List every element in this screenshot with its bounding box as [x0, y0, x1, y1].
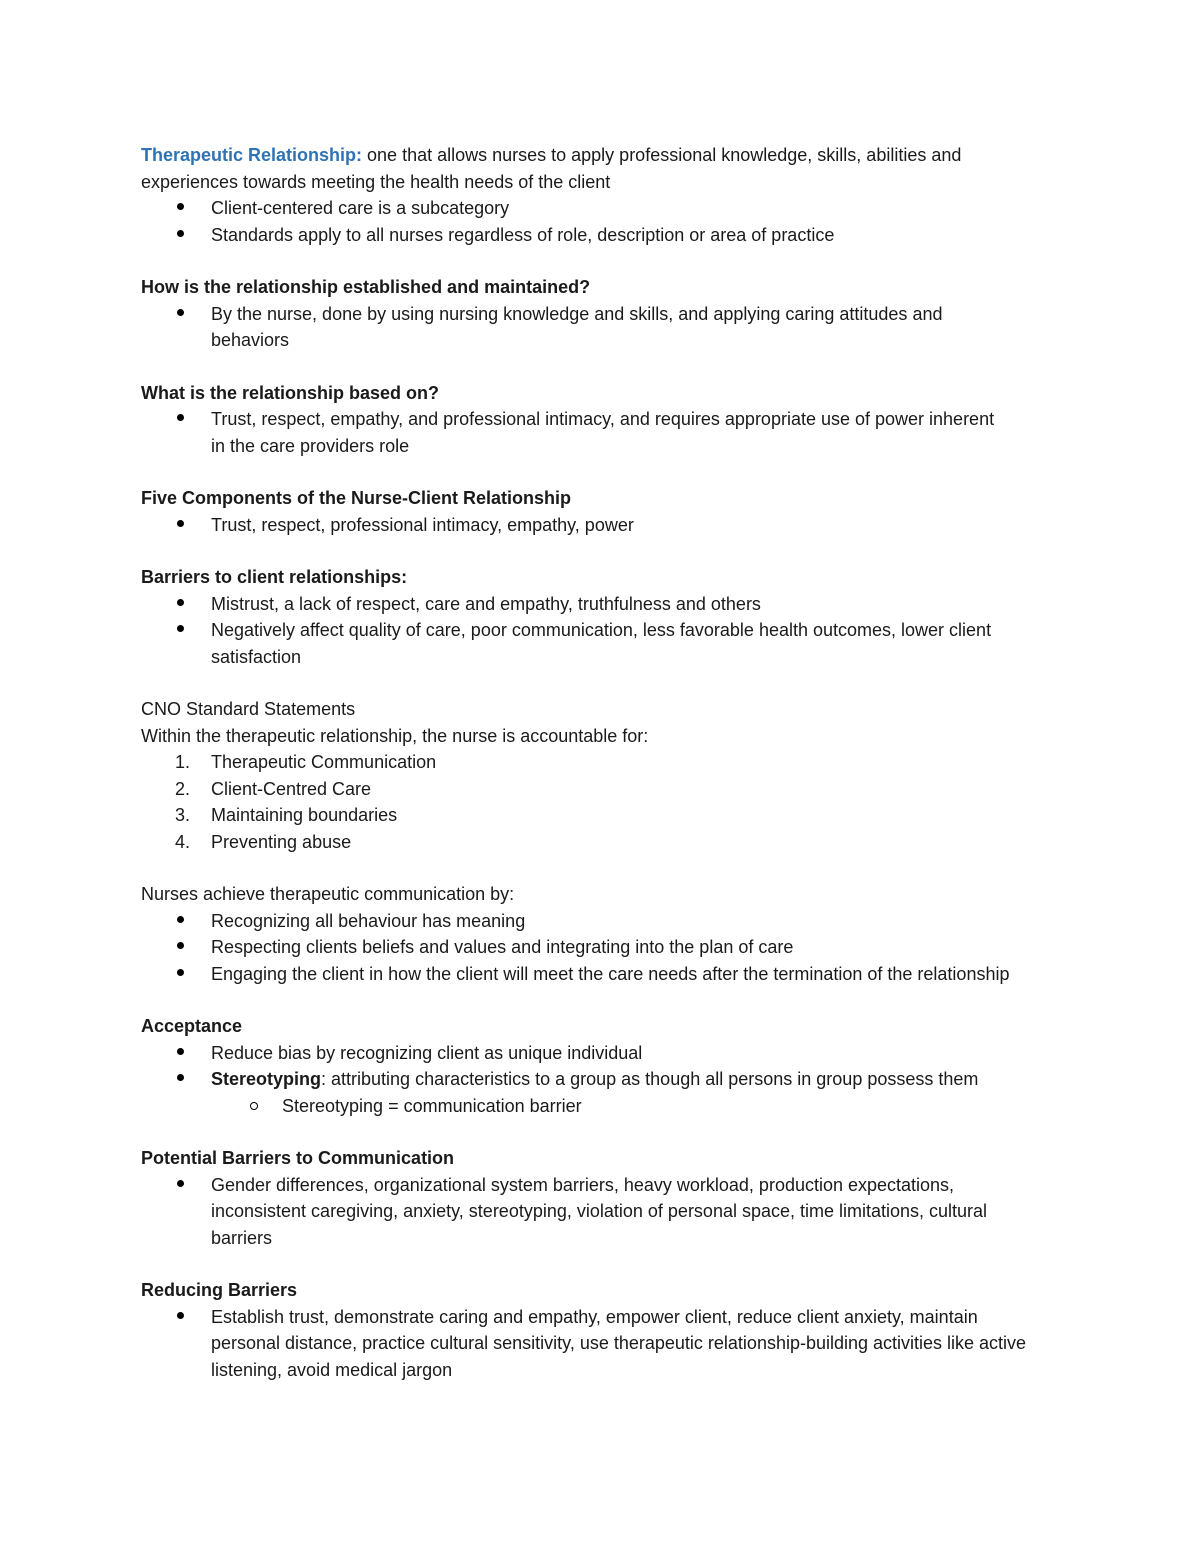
reducing-bullets — [141, 1304, 1061, 1384]
potential-heading: Potential Barriers to Communication — [141, 1148, 455, 1168]
list-item: Trust, respect, professional intimacy, empathy, power — [141, 512, 1061, 539]
acceptance-bullets — [141, 1040, 1061, 1093]
list-item: 1. Therapeutic Communication — [175, 752, 437, 772]
section-heading: Barriers to client relationships: — [141, 567, 408, 587]
potential-bullets — [141, 1172, 1061, 1252]
list-item: Mistrust, a lack of respect, care and empathy, truthfulness and others — [141, 591, 1061, 618]
cno-title: CNO Standard Statements — [141, 699, 356, 719]
stereotyping-definition: : attributing characteristics to a group as though all persons in group possess them — [321, 1069, 979, 1089]
list-item: Negatively affect quality of care, poor communication, less favorable health outcomes, lower client satisfaction — [141, 617, 1031, 670]
section-bullets — [141, 591, 1061, 671]
list-item: Recognizing all behaviour has meaning — [141, 908, 1061, 935]
list-item: By the nurse, done by using nursing knowledge and skills, and applying caring attitudes and behaviors — [141, 301, 1011, 354]
section-bullets — [141, 512, 1061, 539]
list-item — [141, 1066, 1061, 1093]
list-item: Stereotyping = communication barrier — [141, 1093, 1061, 1120]
section-bullets — [141, 406, 1061, 459]
cno-intro: Within the therapeutic relationship, the nurse is accountable for: — [141, 725, 649, 746]
document-page — [141, 142, 1061, 1383]
cno-list — [141, 749, 1061, 855]
list-item: Respecting clients beliefs and values and integrating into the plan of care — [141, 934, 1061, 961]
section-heading: How is the relationship established and maintained? — [141, 277, 591, 297]
list-item: Standards apply to all nurses regardless of role, description or area of practice — [141, 222, 1061, 249]
list-item: 4. Preventing abuse — [175, 831, 352, 852]
intro-definition: one that allows nurses to apply professional knowledge, skills, abilities and experiences towards meeting the health needs of the client — [141, 145, 962, 192]
list-item: 3. Maintaining boundaries — [175, 805, 398, 825]
list-item: Reduce bias by recognizing client as unique individual — [141, 1040, 1061, 1067]
list-item: Engaging the client in how the client will meet the care needs after the termination of the relationship — [141, 961, 1011, 988]
intro-term: Therapeutic Relationship: — [141, 145, 363, 165]
list-item: Client-centered care is a subcategory — [141, 195, 1061, 222]
list-item: Trust, respect, empathy, and professional intimacy, and requires appropriate use of power inherent in the care providers role — [141, 406, 1011, 459]
section-heading: What is the relationship based on? — [141, 382, 440, 403]
intro-bullets — [141, 195, 1061, 248]
acceptance-subbullets — [141, 1093, 1061, 1120]
stereotyping-term: Stereotyping — [211, 1069, 322, 1089]
list-item: Gender differences, organizational system barriers, heavy workload, production expectations, inconsistent caregiving, anxiety, stereotyping, violation of personal space, time limitations, cultural barriers — [141, 1172, 1041, 1252]
achieve-title: Nurses achieve therapeutic communication by: — [141, 884, 515, 904]
section-heading: Five Components of the Nurse-Client Relationship — [141, 488, 572, 508]
list-item: Establish trust, demonstrate caring and empathy, empower client, reduce client anxiety, maintain personal distance, practice cultural sensitivity, use therapeutic relationship-building activities like active listening, avoid medical jargon — [141, 1304, 1041, 1384]
list-item: 2. Client-Centred Care — [175, 778, 372, 799]
reducing-heading: Reducing Barriers — [141, 1280, 298, 1300]
section-bullets — [141, 301, 1061, 354]
intro-paragraph — [141, 142, 1041, 195]
achieve-bullets — [141, 908, 1061, 988]
acceptance-heading: Acceptance — [141, 1016, 243, 1036]
